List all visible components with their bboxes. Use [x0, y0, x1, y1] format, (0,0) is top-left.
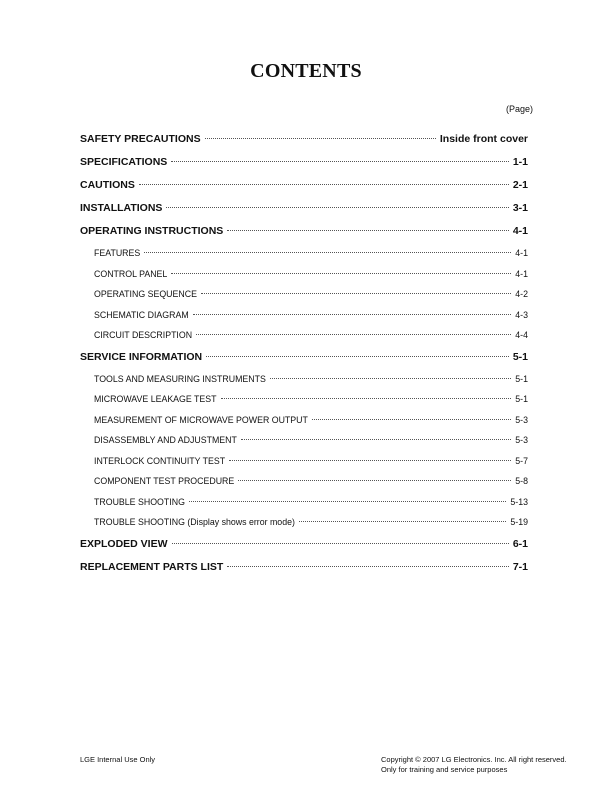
toc-entry-label: TOOLS AND MEASURING INSTRUMENTS	[94, 373, 266, 384]
dot-leader	[144, 252, 511, 253]
toc-entry-page: 5-1	[515, 373, 528, 384]
toc-entry-label: OPERATING INSTRUCTIONS	[80, 225, 224, 237]
toc-entry-label: INTERLOCK CONTINUITY TEST	[94, 455, 226, 466]
toc-entry[interactable]	[80, 128, 528, 151]
dot-leader	[270, 378, 511, 379]
toc-entry-page: 3-1	[512, 202, 528, 214]
footer-copyright-line: Copyright © 2007 LG Electronics. Inc. All right reserved.	[381, 755, 567, 764]
toc-entry-page: 5-8	[515, 476, 528, 486]
toc-entry-page: 4-4	[515, 330, 528, 340]
toc-entry-label: MEASUREMENT OF MICROWAVE POWER OUTPUT	[94, 414, 308, 425]
dot-leader	[171, 161, 509, 162]
toc-entry[interactable]	[80, 430, 528, 451]
dot-leader	[229, 460, 511, 461]
dot-leader	[166, 207, 508, 208]
toc-entry[interactable]	[80, 410, 528, 431]
dot-leader	[206, 356, 509, 357]
dot-leader	[139, 184, 509, 185]
footer-purpose-line: Only for training and service purposes	[381, 764, 508, 774]
toc-entry-label: SCHEMATIC DIAGRAM	[94, 309, 189, 320]
toc-entry[interactable]	[80, 451, 528, 472]
toc-entry-label: TROUBLE SHOOTING	[94, 496, 185, 507]
toc-entry[interactable]	[80, 264, 528, 285]
toc-entry[interactable]	[80, 151, 528, 174]
dot-leader	[196, 334, 511, 335]
toc-entry-label: TROUBLE SHOOTING (Display shows error mode)	[94, 517, 295, 527]
toc-entry-label: DISASSEMBLY AND ADJUSTMENT	[94, 435, 237, 445]
toc-entry-label: EXPLODED VIEW	[80, 537, 168, 550]
toc-entry-page: 4-3	[515, 309, 528, 320]
toc-entry-page: Inside front cover	[439, 133, 528, 145]
toc-entry-label: SPECIFICATIONS	[80, 156, 168, 168]
toc-entry[interactable]	[80, 471, 528, 492]
toc-entry-label: REPLACEMENT PARTS LIST	[80, 560, 224, 573]
toc-entry-page: 2-1	[512, 179, 528, 191]
toc-entry-label: MICROWAVE LEAKAGE TEST	[94, 394, 217, 404]
toc-entry-page: 4-2	[515, 289, 528, 299]
toc-entry[interactable]	[80, 197, 528, 220]
dot-leader	[172, 543, 509, 544]
dot-leader	[221, 398, 512, 399]
footer-internal-use: LGE Internal Use Only	[80, 755, 156, 764]
toc-entry-page: 7-1	[512, 560, 528, 573]
toc-entry-page: 1-1	[512, 156, 528, 168]
toc-entry-page: 5-19	[510, 517, 528, 527]
toc-entry-page: 5-1	[515, 394, 528, 404]
dot-leader	[238, 480, 511, 481]
dot-leader	[227, 230, 509, 231]
toc-entry-page: 4-1	[512, 225, 528, 237]
toc-entry-label: SERVICE INFORMATION	[80, 350, 203, 363]
toc-entry[interactable]	[80, 243, 528, 264]
dot-leader	[227, 566, 509, 567]
toc-entry[interactable]	[80, 389, 528, 410]
toc-entry[interactable]	[80, 325, 528, 346]
toc-entry-label: COMPONENT TEST PROCEDURE	[94, 476, 235, 486]
footer-copyright	[381, 755, 567, 774]
page-column-label: (Page)	[505, 104, 533, 114]
toc-entry-page: 5-3	[515, 414, 528, 425]
dot-leader	[299, 521, 506, 522]
toc-entry[interactable]	[80, 346, 528, 369]
dot-leader	[201, 293, 511, 294]
dot-leader	[241, 439, 511, 440]
toc-entry-page: 5-3	[515, 435, 528, 445]
toc-entry[interactable]	[80, 305, 528, 326]
page-title: CONTENTS	[250, 60, 362, 82]
toc-entry[interactable]	[80, 533, 528, 556]
dot-leader	[312, 419, 511, 420]
toc-entry-label: CIRCUIT DESCRIPTION	[94, 330, 193, 340]
toc-entry-page: 4-1	[515, 268, 528, 279]
toc-entry-page: 6-1	[512, 537, 528, 550]
dot-leader	[189, 501, 506, 502]
table-of-contents	[80, 128, 528, 579]
toc-entry-page: 5-7	[515, 455, 528, 466]
toc-entry[interactable]	[80, 556, 528, 579]
toc-entry[interactable]	[80, 512, 528, 533]
dot-leader	[193, 314, 512, 315]
toc-entry[interactable]	[80, 220, 528, 243]
toc-entry-page: 5-1	[512, 350, 528, 363]
toc-entry-page: 4-1	[515, 248, 528, 258]
toc-entry-label: INSTALLATIONS	[80, 202, 163, 214]
toc-entry-label: CAUTIONS	[80, 179, 135, 191]
dot-leader	[171, 273, 511, 274]
toc-entry[interactable]	[80, 369, 528, 390]
dot-leader	[205, 138, 436, 139]
toc-entry[interactable]	[80, 284, 528, 305]
toc-entry[interactable]	[80, 492, 528, 513]
toc-entry[interactable]	[80, 174, 528, 197]
toc-entry-label: FEATURES	[94, 248, 141, 258]
toc-entry-page: 5-13	[510, 496, 528, 507]
toc-entry-label: OPERATING SEQUENCE	[94, 289, 197, 299]
toc-entry-label: CONTROL PANEL	[94, 268, 168, 279]
toc-entry-label: SAFETY PRECAUTIONS	[80, 133, 201, 145]
